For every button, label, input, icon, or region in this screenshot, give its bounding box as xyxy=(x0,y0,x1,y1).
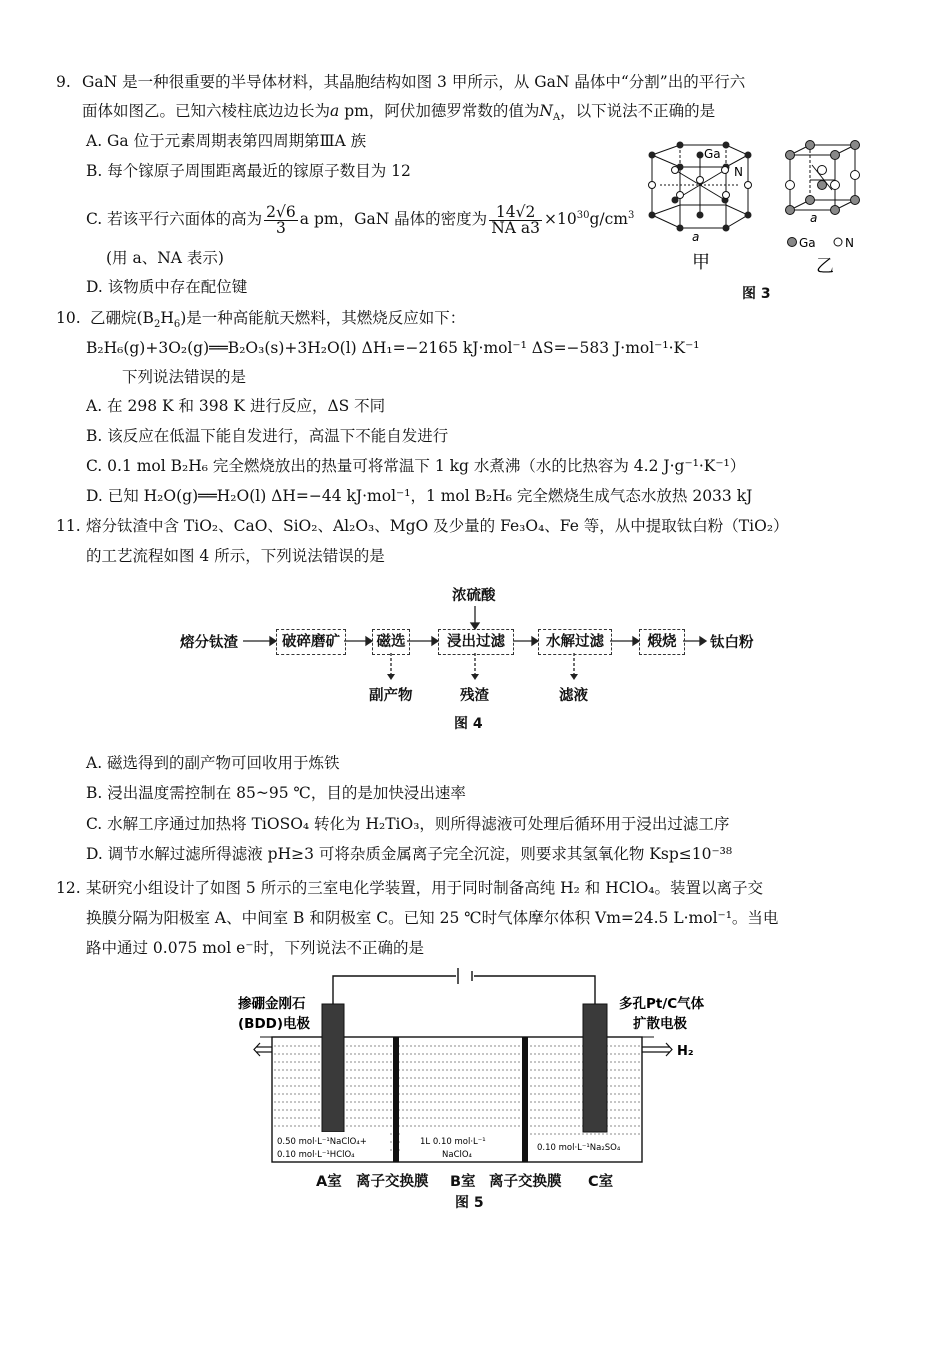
q10-stem: 乙硼烷$(B_2H_6)$是一种高能航天燃料，其燃烧反应如下： xyxy=(90,309,466,331)
label-chamber-b: B室 xyxy=(450,1174,476,1190)
q9-stem-line2: 面体如图乙。已知六棱柱底边边长为a pm，阿伏加德罗常数的值为$N_A$，以下说法不正确的是 xyxy=(82,102,716,124)
flow-step-leaching: 浸出过滤 xyxy=(438,629,514,655)
flow-step-hydrolysis: 水解过滤 xyxy=(538,629,612,655)
chamber-b-solution-2: NaClO₄ xyxy=(442,1150,472,1160)
q9-option-d: D. 该物质中存在配位键 xyxy=(86,278,248,296)
q11-option-d: D. 调节水解过滤所得滤液 pH≥3 可将杂质金属离子完全沉淀，则要求其氢氧化物 Ksp≤10⁻³⁸ xyxy=(86,845,733,863)
q10-option-d: D. 已知 H₂O(g)══H₂O(l) ΔH=−44 kJ·mol⁻¹，1 mol B₂H₆ 完全燃烧生成气态水放热 2033 kJ xyxy=(86,487,753,505)
q10-number: 10. xyxy=(56,309,81,327)
q11-option-b: B. 浸出温度需控制在 85~95 ℃，目的是加快浸出速率 xyxy=(86,784,466,802)
q11-stem-line1: 熔分钛渣中含 TiO₂、CaO、SiO₂、Al₂O₃、MgO 及少量的 Fe₃O₄、Fe 等，从中提取钛白粉（TiO₂） xyxy=(86,517,789,535)
q10-equation: B₂H₆(g)+3O₂(g)══B₂O₃(s)+3H₂O(l) ΔH₁=−2165 kJ·mol⁻¹ ΔS=−583 J·mol⁻¹·K⁻¹ xyxy=(86,339,700,357)
q12-number: 12. xyxy=(56,879,81,897)
chamber-a-solution-2: 0.10 mol·L⁻¹HClO₄ xyxy=(277,1150,355,1160)
density-fraction: $\frac{14√2}{\text{NA a3}}$ xyxy=(491,202,540,237)
q12-stem-line2: 换膜分隔为阳极室 A、中间室 B 和阴极室 C。已知 25 ℃时气体摩尔体积 Vm=24.5 L·mol⁻¹。当电 xyxy=(86,909,779,927)
q9-number: 9. xyxy=(56,73,71,91)
figure-label-yi: 乙 xyxy=(816,256,834,277)
flow-step-magnetic: 磁选 xyxy=(372,629,410,655)
q9-option-c: C. 若该平行六面体的高为 $\frac{2√6}{3}$ a pm，GaN 晶体的密度为 $\frac{14√2}{\text{NA a3}}$ $\times 10^{30}g/cm^3$ xyxy=(86,202,635,237)
flow-step-crushing: 破碎磨矿 xyxy=(276,629,346,655)
q11-option-a: A. 磁选得到的副产物可回收用于炼铁 xyxy=(86,754,340,772)
height-fraction: $\frac{2√6}{3}$ xyxy=(266,202,296,237)
figure-3-crystal xyxy=(640,140,880,300)
q11-stem-line2: 的工艺流程如图 4 所示，下列说法错误的是 xyxy=(86,547,385,565)
figure-4-caption: 图 4 xyxy=(454,716,483,732)
chamber-a-solution-1: 0.50 mol·L⁻¹NaClO₄+ xyxy=(277,1137,367,1147)
flow-input-acid: 浓硫酸 xyxy=(452,588,496,604)
label-chamber-a: A室 xyxy=(316,1174,342,1190)
legend-ga: Ga xyxy=(799,236,816,250)
q10-option-b: B. 该反应在低温下能自发进行，高温下不能自发进行 xyxy=(86,427,449,445)
flow-output-residue: 残渣 xyxy=(460,688,489,704)
flow-step-calcining: 煅烧 xyxy=(639,629,685,655)
q9-option-a: A. Ga 位于元素周期表第四周期第ⅢA 族 xyxy=(86,132,367,150)
figure-3-caption: 图 3 xyxy=(742,286,771,302)
a-label-yi: a xyxy=(810,211,818,225)
chamber-c-solution: 0.10 mol·L⁻¹Na₂SO₄ xyxy=(537,1143,621,1153)
q12-stem-line3: 路中通过 0.075 mol e⁻时，下列说法不正确的是 xyxy=(86,939,424,957)
left-electrode-label-2: (BDD)电极 xyxy=(238,1016,311,1032)
right-electrode-label-2: 扩散电极 xyxy=(633,1016,687,1032)
label-membrane-2: 离子交换膜 xyxy=(489,1174,562,1190)
q10-option-a: A. 在 298 K 和 398 K 进行反应，ΔS 不同 xyxy=(86,397,386,415)
legend-n: N xyxy=(845,236,854,250)
label-membrane-1: 离子交换膜 xyxy=(356,1174,429,1190)
q9-option-b: B. 每个镓原子周围距离最近的镓原子数目为 12 xyxy=(86,162,411,180)
q9-option-c-note: (用 a、NA 表示) xyxy=(106,249,224,267)
label-chamber-c: C室 xyxy=(588,1174,614,1190)
figure-5-cell xyxy=(230,962,710,1167)
flow-output-filtrate: 滤液 xyxy=(559,688,588,704)
figure-5-caption: 图 5 xyxy=(455,1195,484,1211)
n-label: N xyxy=(734,165,743,179)
flow-end: 钛白粉 xyxy=(710,635,754,651)
right-electrode-label-1: 多孔Pt/C气体 xyxy=(619,996,705,1012)
q10-ask: 下列说法错误的是 xyxy=(122,368,247,386)
ga-label: Ga xyxy=(704,147,721,161)
q11-option-c: C. 水解工序通过加热将 TiOSO₄ 转化为 H₂TiO₃，则所得滤液可处理后循环用于浸出过滤工序 xyxy=(86,815,730,833)
figure-label-jia: 甲 xyxy=(692,252,710,273)
a-label-jia: a xyxy=(692,230,700,244)
q10-option-c: C. 0.1 mol B₂H₆ 完全燃烧放出的热量可将常温下 1 kg 水煮沸（水的比热容为 4.2 J·g⁻¹·K⁻¹） xyxy=(86,457,746,475)
h2-outlet-label: H₂ xyxy=(677,1044,694,1059)
flow-output-byproduct: 副产物 xyxy=(369,688,413,704)
chamber-b-solution-1: 1L 0.10 mol·L⁻¹ xyxy=(420,1137,486,1147)
left-electrode-label-1: 掺硼金刚石 xyxy=(238,996,306,1012)
q12-stem-line1: 某研究小组设计了如图 5 所示的三室电化学装置，用于同时制备高纯 H₂ 和 HClO₄。装置以离子交 xyxy=(86,879,763,897)
q11-number: 11. xyxy=(56,517,81,535)
q9-stem-line1: GaN 是一种很重要的半导体材料，其晶胞结构如图 3 甲所示，从 GaN 晶体中“分割”出的平行六 xyxy=(82,73,746,91)
flow-start: 熔分钛渣 xyxy=(180,635,238,651)
